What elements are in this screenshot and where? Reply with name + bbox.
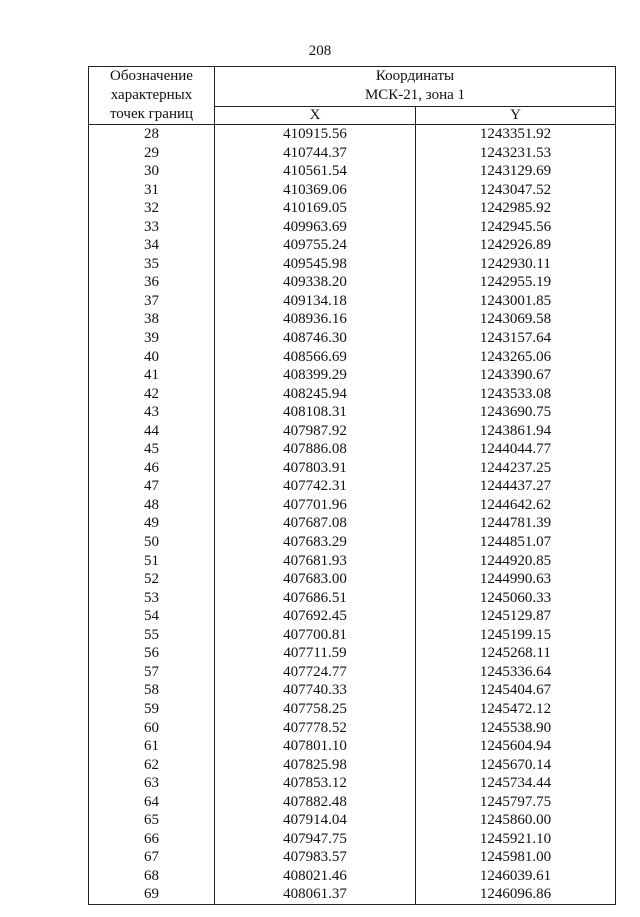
point-number-cell: 35	[89, 255, 215, 274]
y-coordinate-cell: 1242926.89	[416, 236, 616, 255]
table-row	[89, 607, 616, 626]
y-coordinate-cell: 1245797.75	[416, 793, 616, 812]
x-coordinate-cell: 408399.29	[215, 366, 416, 385]
y-coordinate-cell: 1243001.85	[416, 292, 616, 311]
point-number-cell: 57	[89, 663, 215, 682]
y-coordinate-cell: 1245734.44	[416, 774, 616, 793]
point-number-cell: 53	[89, 589, 215, 608]
point-number-cell: 30	[89, 162, 215, 181]
y-coordinate-cell: 1243351.92	[416, 125, 616, 144]
table-row	[89, 292, 616, 311]
coordinates-header-line: Координаты	[375, 68, 455, 85]
table-row	[89, 366, 616, 385]
point-header-line: характерных	[110, 87, 193, 103]
point-number-cell: 49	[89, 514, 215, 533]
point-number-cell: 59	[89, 700, 215, 719]
y-coordinate-cell: 1243129.69	[416, 162, 616, 181]
y-coordinate-cell: 1243265.06	[416, 348, 616, 367]
y-coordinate-cell: 1245604.94	[416, 737, 616, 756]
table-row	[89, 255, 616, 274]
x-coordinate-cell: 408936.16	[215, 310, 416, 329]
point-number-cell: 56	[89, 644, 215, 663]
y-coordinate-cell: 1245472.12	[416, 700, 616, 719]
point-number-cell: 48	[89, 496, 215, 515]
y-coordinate-cell: 1244437.27	[416, 477, 616, 496]
table-row	[89, 811, 616, 830]
point-number-cell: 61	[89, 737, 215, 756]
x-coordinate-cell: 407687.08	[215, 514, 416, 533]
y-coordinate-cell: 1245268.11	[416, 644, 616, 663]
x-coordinate-cell: 408566.69	[215, 348, 416, 367]
table-row	[89, 125, 616, 144]
y-coordinate-cell: 1243047.52	[416, 181, 616, 200]
table-row	[89, 440, 616, 459]
y-coordinate-cell: 1245404.67	[416, 681, 616, 700]
point-number-cell: 65	[89, 811, 215, 830]
point-number-cell: 28	[89, 125, 215, 144]
point-number-cell: 34	[89, 236, 215, 255]
point-number-cell: 29	[89, 144, 215, 163]
x-coordinate-cell: 408245.94	[215, 385, 416, 404]
table-row	[89, 737, 616, 756]
x-coordinate-cell: 410369.06	[215, 181, 416, 200]
x-coordinate-cell: 407801.10	[215, 737, 416, 756]
y-coordinate-cell: 1243533.08	[416, 385, 616, 404]
point-number-cell: 66	[89, 830, 215, 849]
table-row	[89, 552, 616, 571]
x-coordinate-cell: 408061.37	[215, 885, 416, 904]
point-number-cell: 31	[89, 181, 215, 200]
point-number-cell: 63	[89, 774, 215, 793]
point-designation-header	[89, 67, 215, 125]
x-coordinate-cell: 409338.20	[215, 273, 416, 292]
table-row	[89, 700, 616, 719]
point-number-cell: 37	[89, 292, 215, 311]
table-row	[89, 570, 616, 589]
y-coordinate-cell: 1245336.64	[416, 663, 616, 682]
point-number-cell: 51	[89, 552, 215, 571]
point-number-cell: 44	[89, 422, 215, 441]
x-coordinate-cell: 407711.59	[215, 644, 416, 663]
point-number-cell: 67	[89, 848, 215, 867]
y-column-header: Y	[416, 106, 616, 124]
point-number-cell: 62	[89, 756, 215, 775]
y-coordinate-cell: 1244990.63	[416, 570, 616, 589]
point-number-cell: 50	[89, 533, 215, 552]
y-coordinate-cell: 1245860.00	[416, 811, 616, 830]
x-coordinate-cell: 407700.81	[215, 626, 416, 645]
x-coordinate-cell: 410169.05	[215, 199, 416, 218]
x-coordinate-cell: 407853.12	[215, 774, 416, 793]
page-number: 208	[308, 43, 332, 59]
x-coordinate-cell: 407914.04	[215, 811, 416, 830]
table-row	[89, 181, 616, 200]
y-coordinate-cell: 1245538.90	[416, 719, 616, 738]
y-coordinate-cell: 1245670.14	[416, 756, 616, 775]
y-coordinate-cell: 1243861.94	[416, 422, 616, 441]
y-coordinate-cell: 1246039.61	[416, 867, 616, 886]
x-coordinate-cell: 409755.24	[215, 236, 416, 255]
y-coordinate-cell: 1245981.00	[416, 848, 616, 867]
x-coordinate-cell: 407983.57	[215, 848, 416, 867]
table-row	[89, 459, 616, 478]
y-coordinate-cell: 1244781.39	[416, 514, 616, 533]
y-coordinate-cell: 1244237.25	[416, 459, 616, 478]
coordinates-header-line: МСК-21, зона 1	[364, 87, 466, 104]
y-coordinate-cell: 1244044.77	[416, 440, 616, 459]
table-row	[89, 681, 616, 700]
point-number-cell: 43	[89, 403, 215, 422]
x-coordinate-cell: 407683.29	[215, 533, 416, 552]
y-coordinate-cell: 1245060.33	[416, 589, 616, 608]
x-coordinate-cell: 407683.00	[215, 570, 416, 589]
x-coordinate-cell: 407882.48	[215, 793, 416, 812]
table-row	[89, 589, 616, 608]
x-coordinate-cell: 408021.46	[215, 867, 416, 886]
point-number-cell: 40	[89, 348, 215, 367]
x-coordinate-cell: 407724.77	[215, 663, 416, 682]
table-row	[89, 236, 616, 255]
x-coordinate-cell: 407681.93	[215, 552, 416, 571]
point-number-cell: 42	[89, 385, 215, 404]
table-header	[89, 67, 616, 125]
point-number-cell: 41	[89, 366, 215, 385]
y-coordinate-cell: 1242985.92	[416, 199, 616, 218]
x-coordinate-cell: 407803.91	[215, 459, 416, 478]
table-row	[89, 403, 616, 422]
x-coordinate-cell: 407692.45	[215, 607, 416, 626]
table-row	[89, 422, 616, 441]
x-coordinate-cell: 409963.69	[215, 218, 416, 237]
table-row	[89, 310, 616, 329]
table-body	[89, 125, 616, 905]
y-coordinate-cell: 1244851.07	[416, 533, 616, 552]
y-coordinate-cell: 1242945.56	[416, 218, 616, 237]
x-coordinate-cell: 410744.37	[215, 144, 416, 163]
point-number-cell: 54	[89, 607, 215, 626]
table-row	[89, 663, 616, 682]
point-number-cell: 33	[89, 218, 215, 237]
x-coordinate-cell: 409545.98	[215, 255, 416, 274]
x-coordinate-cell: 408746.30	[215, 329, 416, 348]
table-row	[89, 199, 616, 218]
table-row	[89, 719, 616, 738]
point-number-cell: 64	[89, 793, 215, 812]
table-row	[89, 273, 616, 292]
x-coordinate-cell: 407987.92	[215, 422, 416, 441]
y-coordinate-cell: 1243157.64	[416, 329, 616, 348]
table-row	[89, 756, 616, 775]
y-coordinate-cell: 1242955.19	[416, 273, 616, 292]
point-number-cell: 32	[89, 199, 215, 218]
point-number-cell: 47	[89, 477, 215, 496]
point-number-cell: 68	[89, 867, 215, 886]
table-row	[89, 774, 616, 793]
point-number-cell: 36	[89, 273, 215, 292]
y-coordinate-cell: 1242930.11	[416, 255, 616, 274]
table-row	[89, 885, 616, 904]
x-coordinate-cell: 407740.33	[215, 681, 416, 700]
table-row	[89, 329, 616, 348]
y-coordinate-cell: 1243690.75	[416, 403, 616, 422]
x-coordinate-cell: 407758.25	[215, 700, 416, 719]
point-number-cell: 60	[89, 719, 215, 738]
point-number-cell: 39	[89, 329, 215, 348]
point-number-cell: 38	[89, 310, 215, 329]
point-number-cell: 52	[89, 570, 215, 589]
table-row	[89, 385, 616, 404]
table-row	[89, 514, 616, 533]
point-number-cell: 46	[89, 459, 215, 478]
y-coordinate-cell: 1245129.87	[416, 607, 616, 626]
x-coordinate-cell: 407686.51	[215, 589, 416, 608]
x-coordinate-cell: 408108.31	[215, 403, 416, 422]
table-row	[89, 348, 616, 367]
x-coordinate-cell: 407701.96	[215, 496, 416, 515]
table-row	[89, 626, 616, 645]
point-number-cell: 45	[89, 440, 215, 459]
y-coordinate-cell: 1244920.85	[416, 552, 616, 571]
y-coordinate-cell: 1244642.62	[416, 496, 616, 515]
table-row	[89, 830, 616, 849]
table-row	[89, 162, 616, 181]
y-coordinate-cell: 1243231.53	[416, 144, 616, 163]
point-header-line: точек границ	[109, 106, 194, 122]
table-row	[89, 144, 616, 163]
point-number-cell: 58	[89, 681, 215, 700]
x-coordinate-cell: 407886.08	[215, 440, 416, 459]
x-coordinate-cell: 410915.56	[215, 125, 416, 144]
point-header-line: Обозначение	[110, 68, 193, 84]
point-number-cell: 69	[89, 885, 215, 904]
x-coordinate-cell: 407742.31	[215, 477, 416, 496]
coordinates-table	[88, 66, 616, 905]
x-coordinate-cell: 407947.75	[215, 830, 416, 849]
y-coordinate-cell: 1243069.58	[416, 310, 616, 329]
table-row	[89, 218, 616, 237]
table-row	[89, 533, 616, 552]
y-coordinate-cell: 1245921.10	[416, 830, 616, 849]
table-row	[89, 477, 616, 496]
y-coordinate-cell: 1243390.67	[416, 366, 616, 385]
x-coordinate-cell: 409134.18	[215, 292, 416, 311]
table-row	[89, 496, 616, 515]
table-row	[89, 867, 616, 886]
x-coordinate-cell: 407825.98	[215, 756, 416, 775]
table-row	[89, 644, 616, 663]
coordinates-header	[215, 67, 616, 107]
table-row	[89, 793, 616, 812]
table-row	[89, 848, 616, 867]
x-coordinate-cell: 410561.54	[215, 162, 416, 181]
x-column-header: X	[215, 106, 416, 124]
point-number-cell: 55	[89, 626, 215, 645]
y-coordinate-cell: 1245199.15	[416, 626, 616, 645]
x-coordinate-cell: 407778.52	[215, 719, 416, 738]
y-coordinate-cell: 1246096.86	[416, 885, 616, 904]
